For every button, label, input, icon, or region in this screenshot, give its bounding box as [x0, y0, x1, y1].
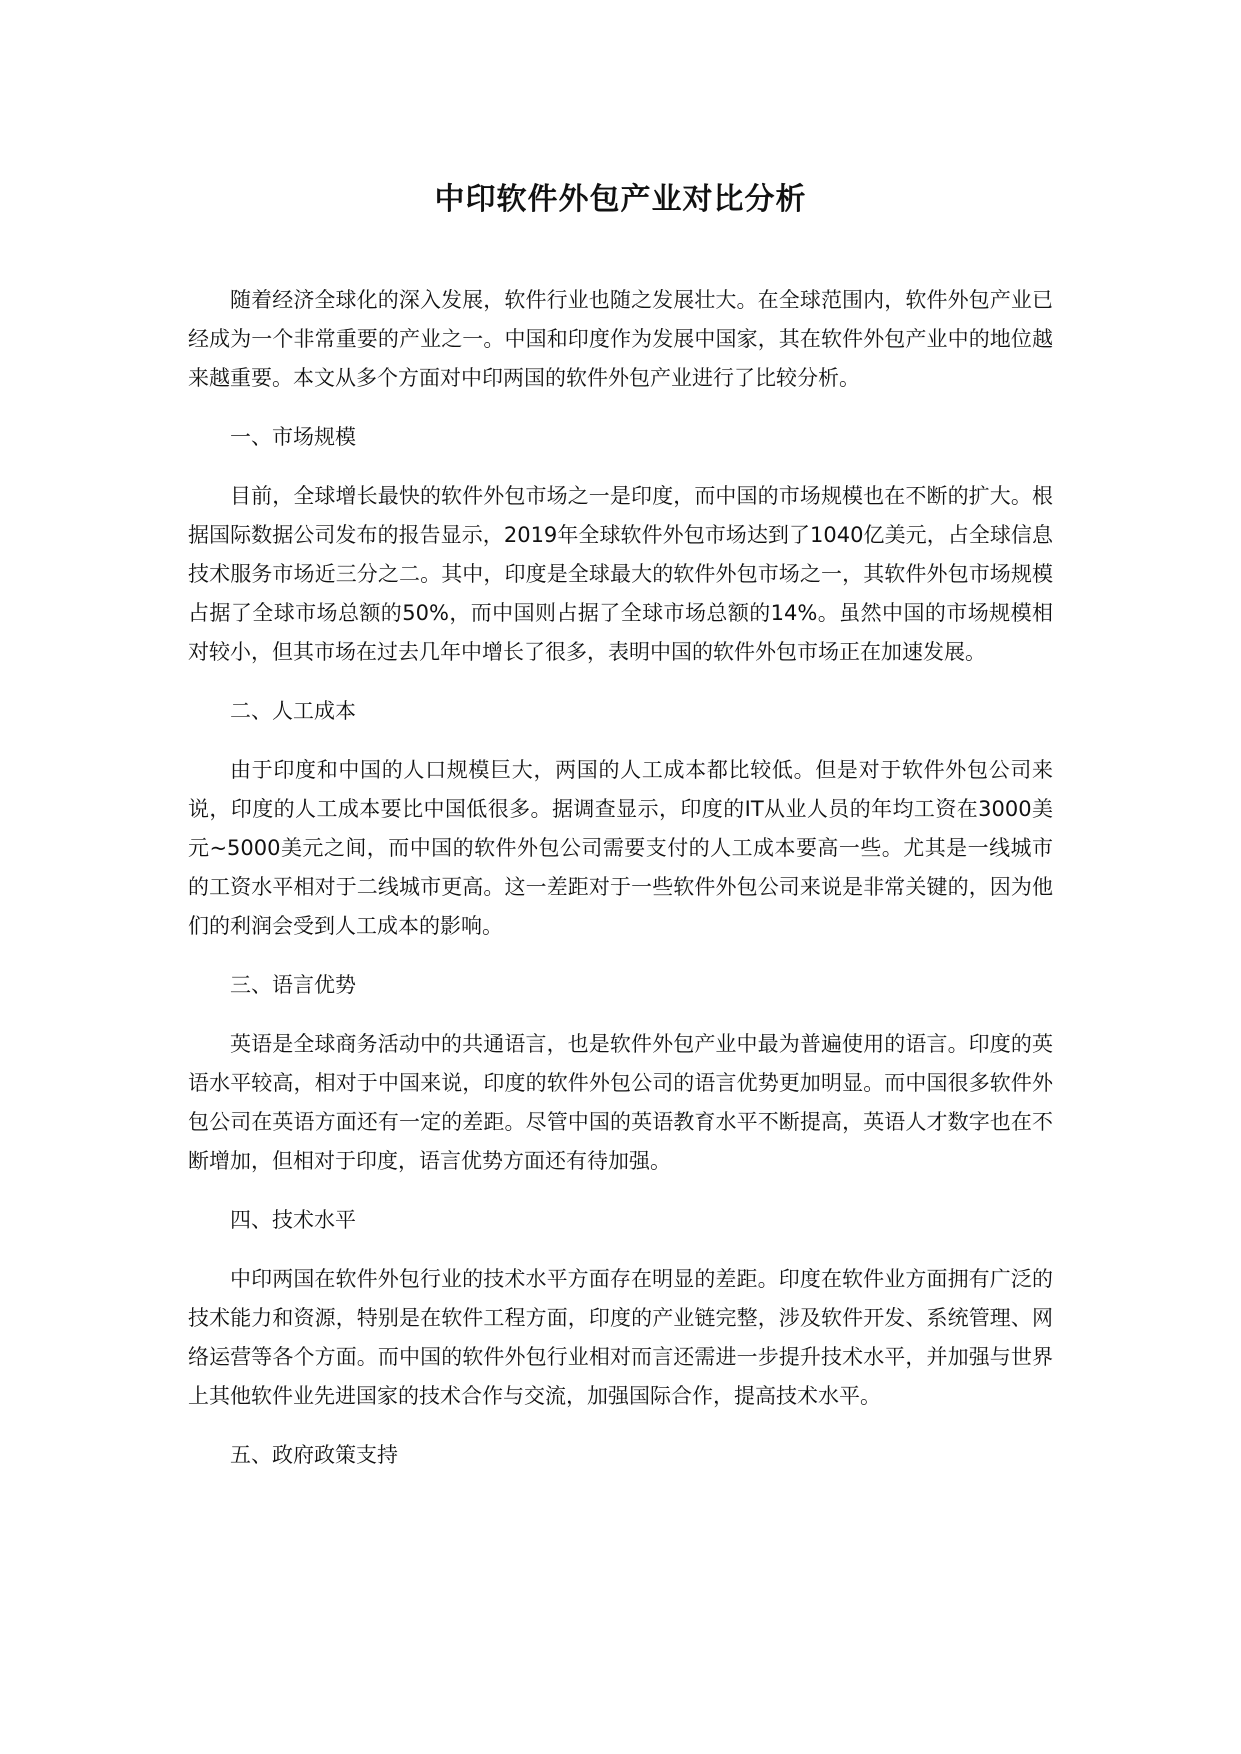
document-page — [188, 0, 1053, 1754]
section-body-technical-level: 中印两国在软件外包行业的技术水平方面存在明显的差距。印度在软件业方面拥有广泛的技术能力和资源，特别是在软件工程方面，印度的产业链完整，涉及软件开发、系统管理、网络运营等各个方面。而中国的软件外包行业相对而言还需进一步提升技术水平，并加强与世界上其他软件业先进国家的技术合作与交流，加强国际合作，提高技术水平。 — [188, 1267, 1053, 1408]
intro-paragraph: 随着经济全球化的深入发展，软件行业也随之发展壮大。在全球范围内，软件外包产业已经成为一个非常重要的产业之一。中国和印度作为发展中国家，其在软件外包产业中的地位越来越重要。本文从多个方面对中印两国的软件外包产业进行了比较分析。 — [188, 288, 1053, 390]
section-heading-technical-level: 四、技术水平 — [230, 1208, 356, 1232]
section-heading-language-advantage: 三、语言优势 — [230, 973, 356, 997]
section-heading-labor-cost: 二、人工成本 — [230, 699, 356, 723]
section-body-market-size: 目前，全球增长最快的软件外包市场之一是印度，而中国的市场规模也在不断的扩大。根据国际数据公司发布的报告显示，2019年全球软件外包市场达到了1040亿美元，占全球信息技术服务市场近三分之二。其中，印度是全球最大的软件外包市场之一，其软件外包市场规模占据了全球市场总额的50%，而中国则占据了全球市场总额的14%。虽然中国的市场规模相对较小，但其市场在过去几年中增长了很多，表明中国的软件外包市场正在加速发展。 — [188, 484, 1053, 664]
document-body — [188, 281, 1053, 1495]
section-body-labor-cost: 由于印度和中国的人口规模巨大，两国的人工成本都比较低。但是对于软件外包公司来说，印度的人工成本要比中国低很多。据调查显示，印度的IT从业人员的年均工资在3000美元~5000美元之间，而中国的软件外包公司需要支付的人工成本要高一些。尤其是一线城市的工资水平相对于二线城市更高。这一差距对于一些软件外包公司来说是非常关键的，因为他们的利润会受到人工成本的影响。 — [188, 758, 1053, 938]
document-title: 中印软件外包产业对比分析 — [434, 182, 807, 217]
section-body-language-advantage: 英语是全球商务活动中的共通语言，也是软件外包产业中最为普遍使用的语言。印度的英语水平较高，相对于中国来说，印度的软件外包公司的语言优势更加明显。而中国很多软件外包公司在英语方面还有一定的差距。尽管中国的英语教育水平不断提高，英语人才数字也在不断增加，但相对于印度，语言优势方面还有待加强。 — [188, 1032, 1053, 1173]
section-heading-market-size: 一、市场规模 — [230, 425, 356, 449]
section-heading-government-policy: 五、政府政策支持 — [230, 1443, 398, 1467]
